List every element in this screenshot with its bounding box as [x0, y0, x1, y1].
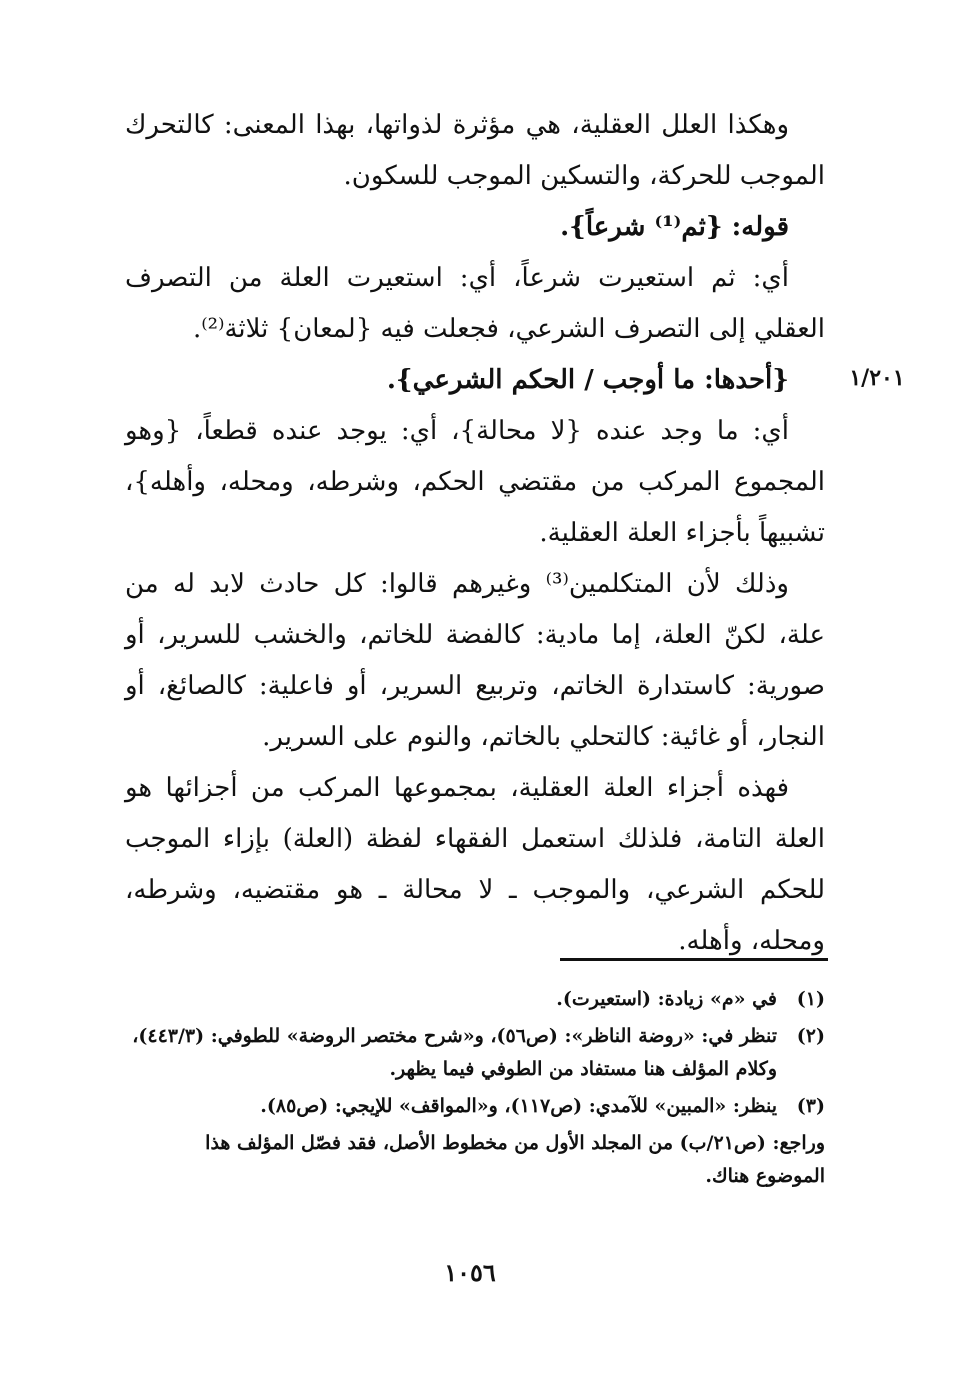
footnote-1: [105, 983, 825, 1016]
footnote-continuation-line: وراجع: (ص٢١/ب) من المجلد الأول من مخطوط الأصل، فقد فصّل المؤلف هذا: [205, 1132, 825, 1154]
footnote-number: (١): [796, 988, 825, 1010]
footnotes: [105, 983, 825, 1193]
paragraph-1: وهكذا العلل العقلية، هي مؤثرة لذواتها، بهذا المعنى: كالتحرك الموجب للحركة، والتسكين الموجب للسكون.: [125, 110, 825, 191]
paragraph-5: أي: ما وجد عنده {لا محالة}، أي: يوجد عنده قطعاً، {وهو المجموع المركب من مقتضي الحكم، وشرطه، ومحله، وأهله}، تشبيهاً بأجزاء العلة العقلية.: [125, 416, 825, 548]
paragraph-3: أي: ثم استعيرت شرعاً، أي: استعيرت العلة من التصرف العقلي إلى التصرف الشرعي، فجعلت فيه {لمعان} ثلاثة⁽²⁾.: [125, 263, 825, 344]
footnote-text: تنظر في: «روضة الناظر»: (ص٥٦)، و«شرح مختصر الروضة» للطوفي: (٤٤٣/٣)،: [132, 1025, 777, 1047]
footnote-text: وكلام المؤلف هنا مستفاد من الطوفي فيما يظهر.: [389, 1058, 777, 1080]
footnote-separator: [560, 958, 828, 961]
footnote-2: [105, 1020, 825, 1086]
footnote-text: في «م» زيادة: (استعيرت).: [556, 988, 777, 1010]
manuscript-folio-reference: ١/٢٠١: [849, 365, 905, 391]
paragraph-7: فهذه أجزاء العلة العقلية، بمجموعها المركب من أجزائها هو العلة التامة، فلذلك استعمل الفقهاء لفظة (العلة) بإزاء الموجب للحكم الشرعي، والموجب ـ لا محالة ـ هو مقتضيه، وشرطه، ومحله، وأهله.: [125, 773, 825, 956]
footnote-3: [105, 1090, 825, 1123]
footnote-number: (٢): [796, 1025, 825, 1047]
paragraph-4-quote: {أحدها: ما أوجب / الحكم الشرعي}.: [386, 365, 789, 395]
main-text: [125, 100, 825, 967]
footnote-number: (٣): [796, 1095, 825, 1117]
footnote-text: ينظر: «المبين» للآمدي: (ص١١٧)، و«المواقف» للإيجي: (ص٨٥).: [260, 1095, 777, 1117]
paragraph-6: وذلك لأن المتكلمين⁽³⁾ وغيرهم قالوا: كل حادث لابد له من علة، لكنّ العلة، إما مادية: كالفضة للخاتم، والخشب للسرير، أو صورية: كاستدارة الخاتم، وتربيع السرير، أو فاعلية: كالصائغ، أو النجار، أو غائية: كالتحلي بالخاتم، والنوم على السرير.: [125, 569, 825, 752]
paragraph-2-quote: قوله: {ثم⁽¹⁾ شرعاً}.: [560, 212, 789, 242]
page-number: ١٠٥٦: [444, 1258, 496, 1287]
footnote-continuation-line: الموضوع هناك.: [705, 1165, 825, 1187]
footnote-continuation: [105, 1127, 825, 1193]
